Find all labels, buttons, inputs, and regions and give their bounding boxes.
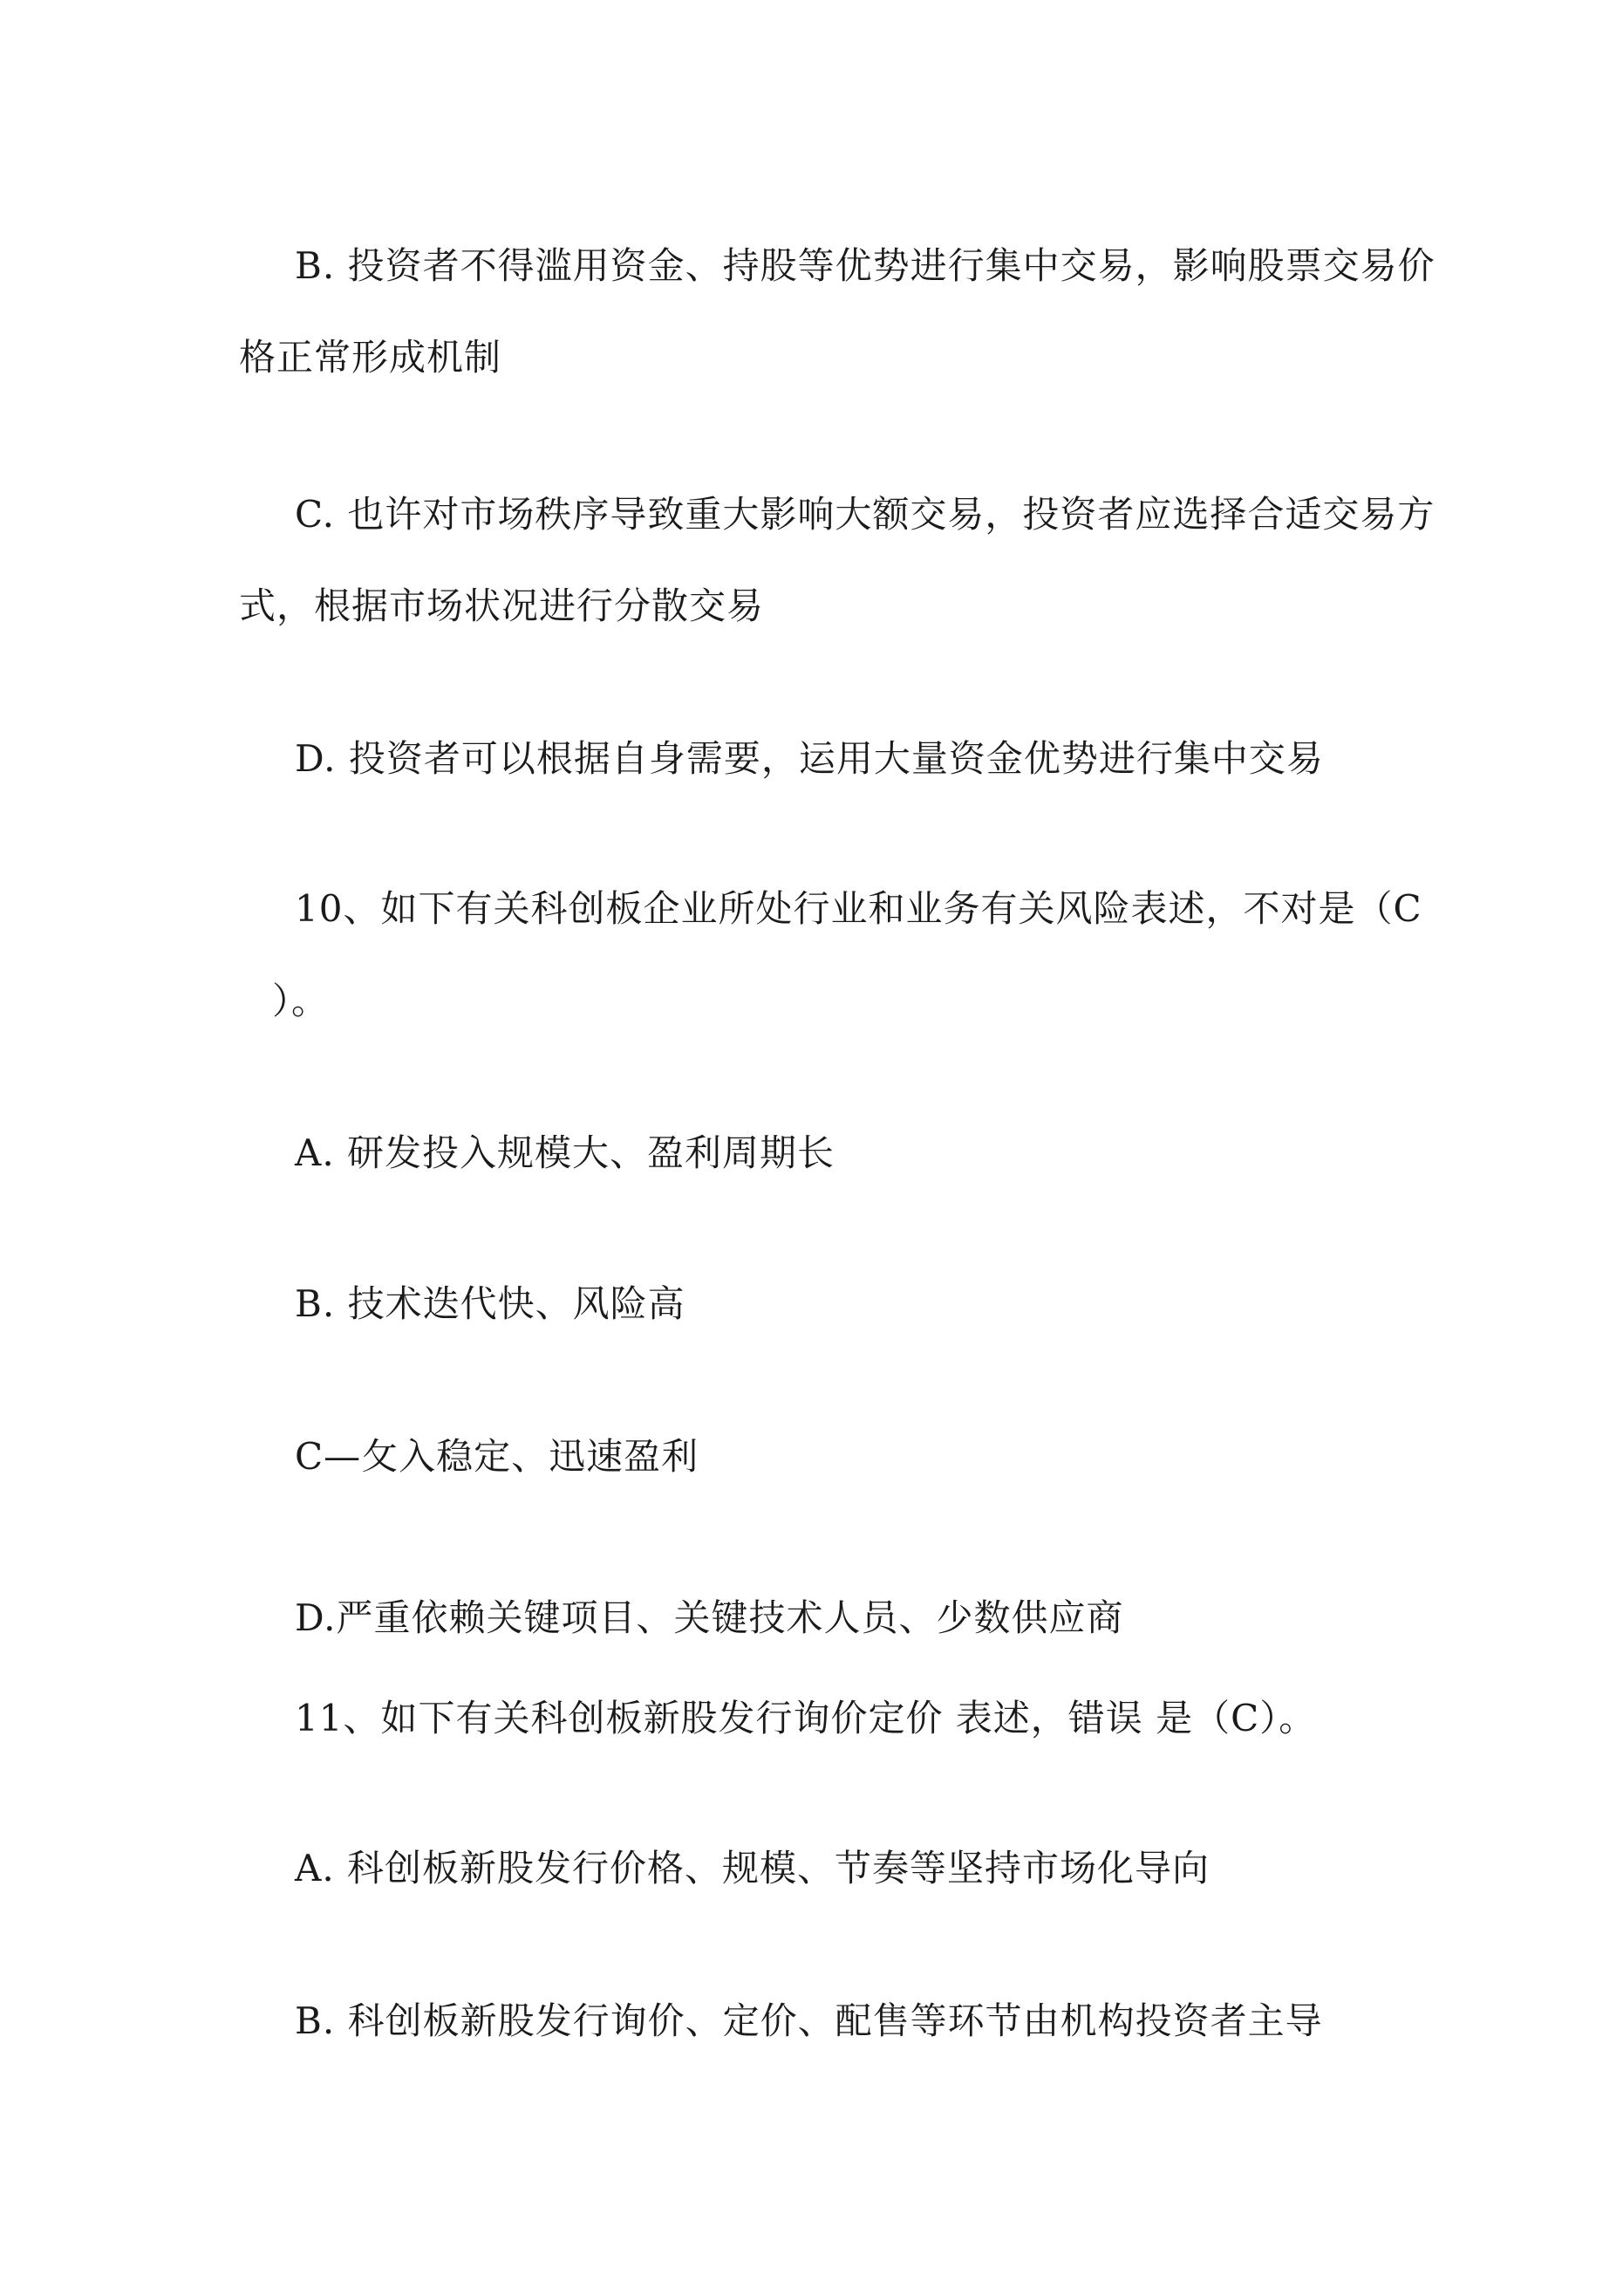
q11-option-a: A. 科创板新股发行价格、规模、节奏等坚持市场化导向 [295, 1847, 1210, 1889]
q10-option-d: D.严重依赖关键项目、关键技术人员、少数供应商 [295, 1596, 1124, 1639]
q9-option-c-line1: C. 也许对市场秩序导致重大影响大额交易，投资者应选择合适交易方 [295, 493, 1435, 536]
q10-option-a: A. 研发投入规模大、盈利周期长 [295, 1131, 835, 1174]
q11-question: 11、如下有关科创板新股发行询价定价 表述，错误 是（C）。 [295, 1697, 1317, 1739]
q9-option-c-line2: 式，根据市场状况进行分散交易 [239, 584, 765, 627]
q10-question-line2: ）。 [272, 980, 330, 1022]
q11-option-b: B. 科创板新股发行询价、定价、配售等环节由机构投资者主导 [295, 1999, 1323, 2042]
q9-option-b-line1: B. 投资者不得滥用资金、持股等优势进行集中交易，影响股票交易价 [295, 244, 1435, 287]
q9-option-d: D. 投资者可以根据自身需要，运用大量资金优势进行集中交易 [295, 737, 1324, 780]
q9-option-b-line2: 格正常形成机制 [239, 336, 502, 379]
q10-option-c: C—攵入稳定、迅速盈利 [295, 1435, 699, 1478]
q10-option-b: B. 技术迭代快、风险高 [295, 1282, 685, 1325]
q10-question-line1: 10、如下有关科创板企业所处行业和业务有关风险表述，不对是（C [295, 887, 1422, 930]
